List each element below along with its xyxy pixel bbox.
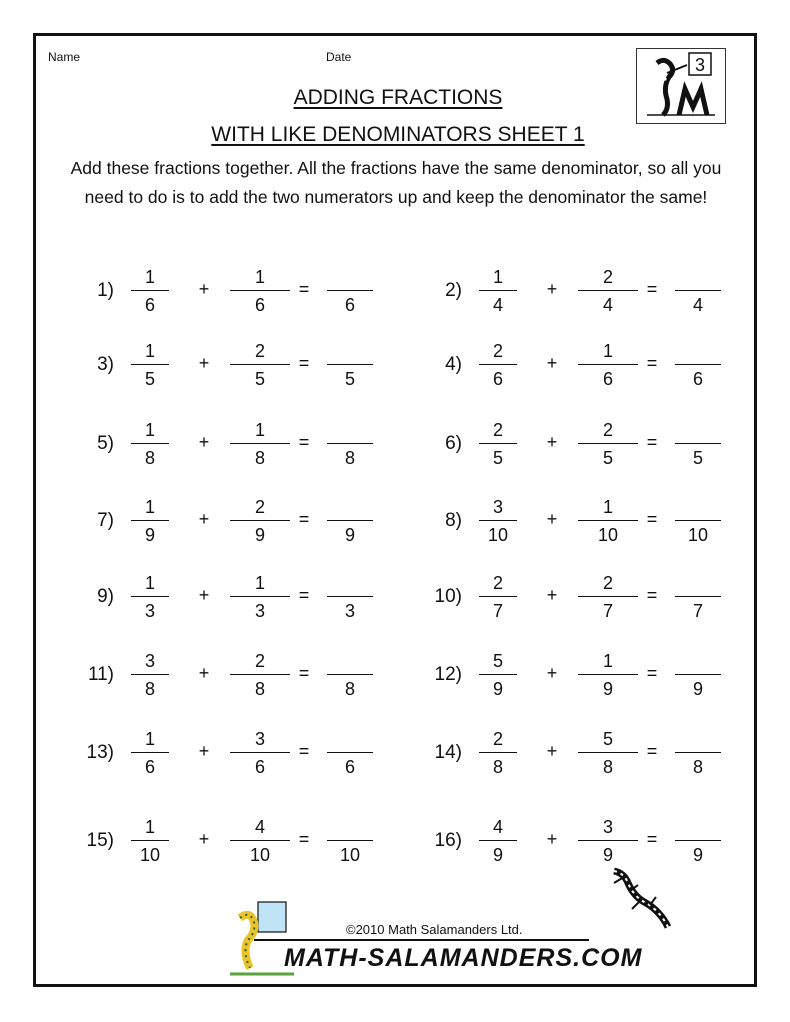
problem-number: 16) bbox=[434, 830, 462, 851]
fraction-a-numerator: 2 bbox=[492, 729, 503, 749]
fraction-a-numerator: 3 bbox=[492, 497, 503, 517]
fraction-b bbox=[578, 726, 638, 779]
answer-numerator[interactable] bbox=[668, 264, 728, 290]
fraction-b bbox=[230, 338, 290, 391]
plus-sign: + bbox=[198, 741, 210, 761]
answer bbox=[320, 264, 380, 317]
fraction-a-denominator: 7 bbox=[492, 601, 503, 621]
answer-denominator: 10 bbox=[687, 525, 709, 545]
plus-sign: + bbox=[198, 432, 210, 452]
answer bbox=[668, 814, 728, 867]
answer bbox=[320, 814, 380, 867]
fraction-b-denominator: 9 bbox=[254, 525, 265, 545]
fraction-b bbox=[230, 814, 290, 867]
fraction-a bbox=[120, 648, 180, 701]
equals-sign: = bbox=[646, 509, 658, 529]
fraction-b bbox=[230, 417, 290, 470]
fraction-b-numerator: 3 bbox=[254, 729, 265, 749]
problem-number: 6) bbox=[445, 433, 462, 454]
equals-sign: = bbox=[646, 741, 658, 761]
fraction-a-denominator: 9 bbox=[492, 845, 503, 865]
fraction-a bbox=[468, 494, 528, 547]
problem-number: 14) bbox=[434, 742, 462, 763]
plus-sign: + bbox=[546, 279, 558, 299]
fraction-a-numerator: 1 bbox=[144, 420, 155, 440]
plus-sign: + bbox=[198, 829, 210, 849]
problem-4 bbox=[406, 338, 746, 394]
fraction-b-denominator: 7 bbox=[602, 601, 613, 621]
answer-numerator[interactable] bbox=[320, 417, 380, 443]
equals-sign: = bbox=[646, 829, 658, 849]
fraction-b bbox=[230, 570, 290, 623]
problem-1 bbox=[58, 264, 398, 320]
fraction-a-denominator: 4 bbox=[492, 295, 503, 315]
fraction-b-denominator: 10 bbox=[597, 525, 619, 545]
answer bbox=[320, 417, 380, 470]
fraction-b-numerator: 3 bbox=[602, 817, 613, 837]
fraction-a-denominator: 5 bbox=[492, 448, 503, 468]
fraction-a bbox=[120, 726, 180, 779]
fraction-a bbox=[120, 264, 180, 317]
problem-13 bbox=[58, 726, 398, 782]
problem-number: 9) bbox=[97, 586, 114, 607]
answer-numerator[interactable] bbox=[668, 570, 728, 596]
fraction-a-numerator: 2 bbox=[492, 420, 503, 440]
fraction-b-denominator: 8 bbox=[254, 679, 265, 699]
fraction-a bbox=[120, 417, 180, 470]
copyright: ©2010 Math Salamanders Ltd. bbox=[346, 922, 523, 937]
plus-sign: + bbox=[546, 353, 558, 373]
fraction-b-denominator: 4 bbox=[602, 295, 613, 315]
fraction-b-numerator: 2 bbox=[254, 341, 265, 361]
answer-numerator[interactable] bbox=[668, 726, 728, 752]
plus-sign: + bbox=[198, 585, 210, 605]
fraction-a-numerator: 3 bbox=[144, 651, 155, 671]
answer-denominator: 3 bbox=[344, 601, 355, 621]
fraction-b bbox=[578, 338, 638, 391]
fraction-b-numerator: 2 bbox=[254, 497, 265, 517]
answer-numerator[interactable] bbox=[320, 726, 380, 752]
fraction-a-denominator: 6 bbox=[492, 369, 503, 389]
equals-sign: = bbox=[646, 353, 658, 373]
fraction-b bbox=[578, 264, 638, 317]
fraction-a-denominator: 10 bbox=[139, 845, 161, 865]
problems-grid bbox=[36, 36, 760, 990]
answer bbox=[320, 338, 380, 391]
problem-5 bbox=[58, 417, 398, 473]
problem-11 bbox=[58, 648, 398, 704]
fraction-a bbox=[468, 726, 528, 779]
answer-numerator[interactable] bbox=[320, 494, 380, 520]
answer bbox=[668, 494, 728, 547]
equals-sign: = bbox=[298, 509, 310, 529]
answer-denominator: 5 bbox=[344, 369, 355, 389]
problem-number: 5) bbox=[97, 433, 114, 454]
answer-denominator: 10 bbox=[339, 845, 361, 865]
fraction-a bbox=[120, 570, 180, 623]
fraction-b bbox=[230, 648, 290, 701]
fraction-b-denominator: 5 bbox=[254, 369, 265, 389]
problem-3 bbox=[58, 338, 398, 394]
fraction-a bbox=[468, 264, 528, 317]
answer-numerator[interactable] bbox=[668, 494, 728, 520]
fraction-a bbox=[468, 338, 528, 391]
problem-2 bbox=[406, 264, 746, 320]
fraction-a-denominator: 8 bbox=[492, 757, 503, 777]
equals-sign: = bbox=[646, 663, 658, 683]
fraction-b-denominator: 5 bbox=[602, 448, 613, 468]
footer-divider bbox=[254, 939, 589, 941]
equals-sign: = bbox=[298, 741, 310, 761]
equals-sign: = bbox=[646, 279, 658, 299]
plus-sign: + bbox=[546, 829, 558, 849]
fraction-a-denominator: 8 bbox=[144, 679, 155, 699]
fraction-a-numerator: 1 bbox=[144, 729, 155, 749]
fraction-b-numerator: 5 bbox=[602, 729, 613, 749]
fraction-a-denominator: 6 bbox=[144, 295, 155, 315]
equals-sign: = bbox=[298, 353, 310, 373]
equals-sign: = bbox=[646, 432, 658, 452]
fraction-b-numerator: 1 bbox=[254, 267, 265, 287]
fraction-b bbox=[230, 494, 290, 547]
fraction-b bbox=[578, 648, 638, 701]
fraction-b-numerator: 1 bbox=[602, 651, 613, 671]
answer-denominator: 8 bbox=[692, 757, 703, 777]
answer-denominator: 8 bbox=[344, 679, 355, 699]
answer-numerator[interactable] bbox=[668, 814, 728, 840]
answer bbox=[668, 570, 728, 623]
fraction-a-numerator: 1 bbox=[144, 267, 155, 287]
logo-digit: 3 bbox=[694, 55, 706, 75]
answer bbox=[320, 648, 380, 701]
problem-12 bbox=[406, 648, 746, 704]
fraction-a bbox=[468, 648, 528, 701]
fraction-a bbox=[120, 494, 180, 547]
plus-sign: + bbox=[198, 353, 210, 373]
fraction-b-numerator: 4 bbox=[254, 817, 265, 837]
problem-7 bbox=[58, 494, 398, 550]
problem-9 bbox=[58, 570, 398, 626]
fraction-b-numerator: 1 bbox=[602, 341, 613, 361]
fraction-b-denominator: 3 bbox=[254, 601, 265, 621]
problem-number: 7) bbox=[97, 510, 114, 531]
fraction-b bbox=[578, 494, 638, 547]
fraction-b-numerator: 1 bbox=[602, 497, 613, 517]
fraction-b-denominator: 9 bbox=[602, 679, 613, 699]
brand-name: MATH-SALAMANDERS.COM bbox=[284, 944, 643, 972]
plus-sign: + bbox=[198, 509, 210, 529]
answer-denominator: 8 bbox=[344, 448, 355, 468]
fraction-a-denominator: 9 bbox=[492, 679, 503, 699]
fraction-a-numerator: 1 bbox=[144, 817, 155, 837]
fraction-b bbox=[578, 417, 638, 470]
fraction-b-denominator: 6 bbox=[254, 757, 265, 777]
equals-sign: = bbox=[298, 585, 310, 605]
fraction-a-numerator: 5 bbox=[492, 651, 503, 671]
title-line-1: ADDING FRACTIONS bbox=[293, 86, 503, 109]
fraction-b bbox=[578, 814, 638, 867]
instructions: Add these fractions together. All the fractions have the same denominator, so all you need to do is to add the two numerators up and keep the denominator the same! bbox=[70, 158, 722, 207]
answer-denominator: 7 bbox=[692, 601, 703, 621]
answer-denominator: 5 bbox=[692, 448, 703, 468]
fraction-b bbox=[578, 570, 638, 623]
answer-numerator[interactable] bbox=[320, 264, 380, 290]
answer-numerator[interactable] bbox=[668, 648, 728, 674]
problem-number: 11) bbox=[87, 664, 114, 685]
fraction-b-numerator: 2 bbox=[602, 267, 613, 287]
answer-numerator[interactable] bbox=[320, 814, 380, 840]
problem-number: 1) bbox=[97, 280, 114, 301]
answer bbox=[668, 417, 728, 470]
fraction-b-numerator: 1 bbox=[254, 573, 265, 593]
fraction-a-denominator: 3 bbox=[144, 601, 155, 621]
answer bbox=[320, 570, 380, 623]
problem-15 bbox=[58, 814, 398, 870]
problem-number: 13) bbox=[86, 742, 114, 763]
answer bbox=[320, 726, 380, 779]
answer-numerator[interactable] bbox=[668, 417, 728, 443]
problem-number: 12) bbox=[434, 664, 462, 685]
answer-numerator[interactable] bbox=[320, 648, 380, 674]
equals-sign: = bbox=[298, 663, 310, 683]
problem-number: 10) bbox=[434, 586, 462, 607]
fraction-a-denominator: 9 bbox=[144, 525, 155, 545]
answer-numerator[interactable] bbox=[668, 338, 728, 364]
fraction-a-numerator: 4 bbox=[492, 817, 503, 837]
plus-sign: + bbox=[546, 663, 558, 683]
worksheet bbox=[33, 33, 757, 987]
fraction-b-numerator: 1 bbox=[254, 420, 265, 440]
answer bbox=[668, 264, 728, 317]
answer-numerator[interactable] bbox=[320, 570, 380, 596]
answer-denominator: 4 bbox=[692, 295, 703, 315]
problem-8 bbox=[406, 494, 746, 550]
fraction-a-denominator: 6 bbox=[144, 757, 155, 777]
answer-denominator: 9 bbox=[692, 679, 703, 699]
date-label: Date bbox=[326, 50, 352, 64]
fraction-b-denominator: 8 bbox=[254, 448, 265, 468]
fraction-b bbox=[230, 264, 290, 317]
answer-denominator: 9 bbox=[692, 845, 703, 865]
answer bbox=[668, 648, 728, 701]
fraction-b bbox=[230, 726, 290, 779]
problem-14 bbox=[406, 726, 746, 782]
problem-number: 15) bbox=[86, 830, 114, 851]
title-line-2: WITH LIKE DENOMINATORS SHEET 1 bbox=[211, 123, 585, 146]
answer-numerator[interactable] bbox=[320, 338, 380, 364]
fraction-a-numerator: 1 bbox=[492, 267, 503, 287]
fraction-b-denominator: 6 bbox=[602, 369, 613, 389]
fraction-b-denominator: 8 bbox=[602, 757, 613, 777]
fraction-b-denominator: 6 bbox=[254, 295, 265, 315]
fraction-b-numerator: 2 bbox=[254, 651, 265, 671]
fraction-a bbox=[120, 338, 180, 391]
name-label: Name bbox=[48, 50, 81, 64]
plus-sign: + bbox=[546, 741, 558, 761]
plus-sign: + bbox=[546, 432, 558, 452]
salamander-lizard-icon bbox=[600, 861, 686, 936]
fraction-b-denominator: 10 bbox=[249, 845, 271, 865]
problem-number: 2) bbox=[445, 280, 462, 301]
fraction-a-numerator: 2 bbox=[492, 573, 503, 593]
fraction-a-denominator: 8 bbox=[144, 448, 155, 468]
answer-denominator: 6 bbox=[692, 369, 703, 389]
plus-sign: + bbox=[198, 663, 210, 683]
fraction-b-numerator: 2 bbox=[602, 573, 613, 593]
fraction-a-numerator: 1 bbox=[144, 341, 155, 361]
equals-sign: = bbox=[646, 585, 658, 605]
plus-sign: + bbox=[546, 585, 558, 605]
equals-sign: = bbox=[298, 829, 310, 849]
fraction-a bbox=[468, 570, 528, 623]
fraction-a-denominator: 10 bbox=[487, 525, 509, 545]
answer bbox=[320, 494, 380, 547]
fraction-a bbox=[468, 417, 528, 470]
problem-6 bbox=[406, 417, 746, 473]
fraction-a-numerator: 2 bbox=[492, 341, 503, 361]
answer-denominator: 6 bbox=[344, 757, 355, 777]
fraction-a bbox=[120, 814, 180, 867]
problem-10 bbox=[406, 570, 746, 626]
fraction-a-numerator: 1 bbox=[144, 573, 155, 593]
equals-sign: = bbox=[298, 432, 310, 452]
fraction-a-denominator: 5 bbox=[144, 369, 155, 389]
answer-denominator: 6 bbox=[344, 295, 355, 315]
answer bbox=[668, 338, 728, 391]
answer bbox=[668, 726, 728, 779]
problem-16 bbox=[406, 814, 746, 870]
equals-sign: = bbox=[298, 279, 310, 299]
fraction-a-numerator: 1 bbox=[144, 497, 155, 517]
plus-sign: + bbox=[198, 279, 210, 299]
answer-denominator: 9 bbox=[344, 525, 355, 545]
plus-sign: + bbox=[546, 509, 558, 529]
problem-number: 4) bbox=[445, 354, 462, 375]
problem-number: 8) bbox=[445, 510, 462, 531]
fraction-a bbox=[468, 814, 528, 867]
fraction-b-denominator: 9 bbox=[602, 845, 613, 865]
fraction-b-numerator: 2 bbox=[602, 420, 613, 440]
problem-number: 3) bbox=[97, 354, 114, 375]
